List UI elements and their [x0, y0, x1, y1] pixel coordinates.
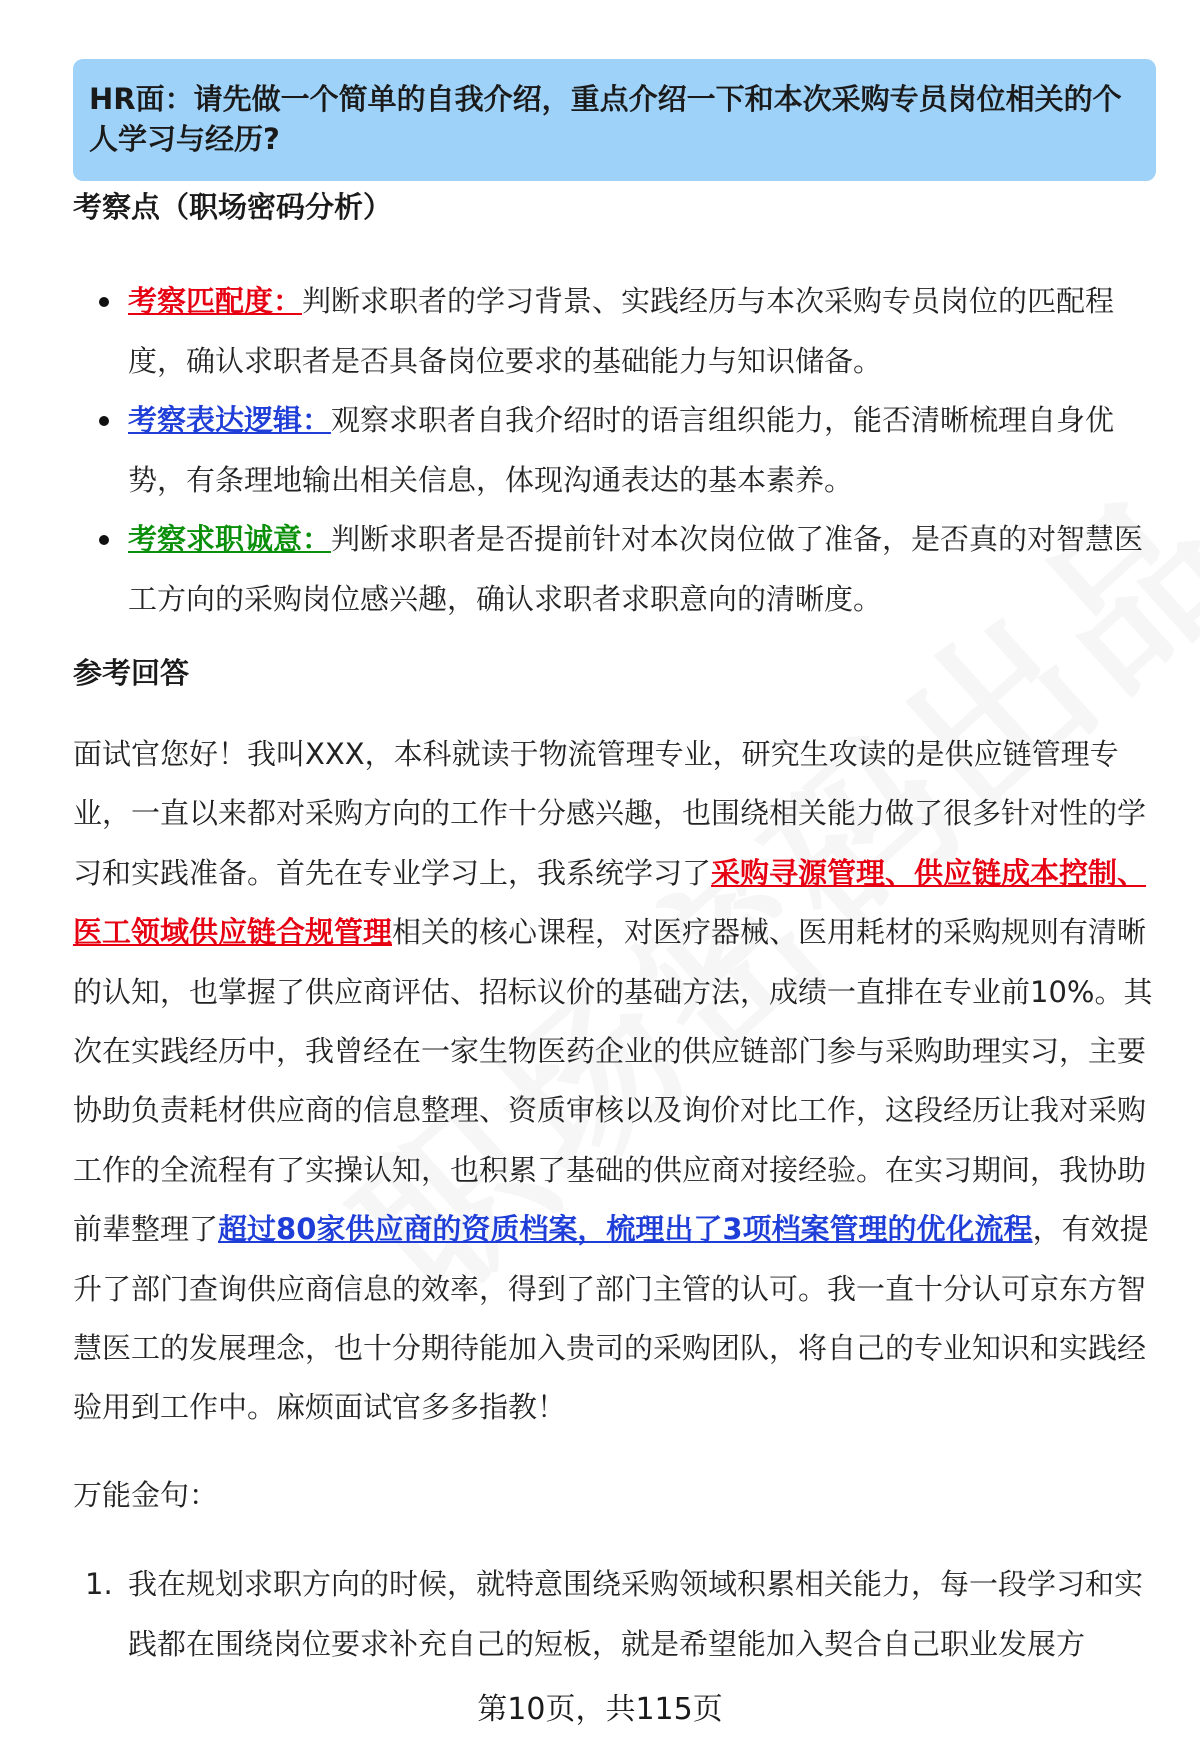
golden-sentence-item [73, 1555, 1158, 1674]
list-number: 1. [85, 1567, 113, 1601]
analysis-item-text: 判断求职者是否提前针对本次岗位做了准备，是否真的对智慧医工方向的采购岗位感兴趣，确认求职者求职意向的清晰度。 [128, 522, 1144, 616]
question-text [89, 79, 1140, 159]
answer-text-part2: 相关的核心课程，对医疗器械、医用耗材的采购规则有清晰的认知，也掌握了供应商评估、招标议价的基础方法，成绩一直排在专业前10%。其次在实践经历中，我曾经在一家生物医药企业的供应链部门参与采购助理实习，主要协助负责耗材供应商的信息整理、资质审核以及询价对比工作，这段经历让我对采购工作的全流程有了实操认知，也积累了基础的供应商对接经验。在实习期间，我协助前辈整理了 [73, 915, 1153, 1247]
bullet-dot-icon [99, 535, 109, 545]
question-box [73, 59, 1156, 181]
analysis-list [73, 272, 1156, 629]
question-label: HR面： [89, 82, 194, 116]
answer-highlight-courses: 采购寻源管理、供应链成本控制、医工领域供应链合规管理 [73, 855, 1147, 950]
golden-sentence-text: 我在规划求职方向的时候，就特意围绕采购领域积累相关能力，每一段学习和实践都在围绕岗位要求补充自己的短板，就是希望能加入契合自己职业发展方 [128, 1567, 1144, 1661]
answer-text-part1: 面试官您好！我叫XXX，本科就读于物流管理专业，研究生攻读的是供应链管理专业，一直以来都对采购方向的工作十分感兴趣，也围绕相关能力做了很多针对性的学习和实践准备。首先在专业学习上，我系统学习了 [73, 737, 1147, 890]
answer-paragraph [73, 725, 1158, 1438]
golden-sentences-title: 万能金句： [73, 1478, 219, 1512]
answer-highlight-achievement: 超过80家供应商的资质档案，梳理出了3项档案管理的优化流程 [218, 1212, 1033, 1247]
analysis-item-text: 观察求职者自我介绍时的语言组织能力，能否清晰梳理自身优势，有条理地输出相关信息，体现沟通表达的基本素养。 [128, 403, 1115, 497]
analysis-item-text: 判断求职者的学习背景、实践经历与本次采购专员岗位的匹配程度，确认求职者是否具备岗位要求的基础能力与知识储备。 [128, 284, 1115, 378]
analysis-item [73, 510, 1156, 629]
answer-text-part3: ，有效提升了部门查询供应商信息的效率，得到了部门主管的认可。我一直十分认可京东方智慧医工的发展理念，也十分期待能加入贵司的采购团队，将自己的专业知识和实践经验用到工作中。麻烦面试官多多指教！ [73, 1212, 1149, 1425]
answer-title: 参考回答 [73, 656, 190, 690]
keyword-logic: 考察表达逻辑： [128, 403, 332, 437]
question-body: 请先做一个简单的自我介绍，重点介绍一下和本次采购专员岗位相关的个人学习与经历? [89, 82, 1122, 156]
bullet-dot-icon [99, 416, 109, 426]
analysis-item [73, 272, 1156, 391]
keyword-sincerity: 考察求职诚意： [128, 522, 332, 556]
analysis-title: 考察点（职场密码分析） [73, 190, 393, 224]
keyword-matching: 考察匹配度： [128, 284, 303, 318]
analysis-item [73, 391, 1156, 510]
bullet-dot-icon [99, 297, 109, 307]
golden-sentences-list [73, 1555, 1158, 1674]
page-footer: 第10页，共115页 [0, 1690, 1200, 1730]
